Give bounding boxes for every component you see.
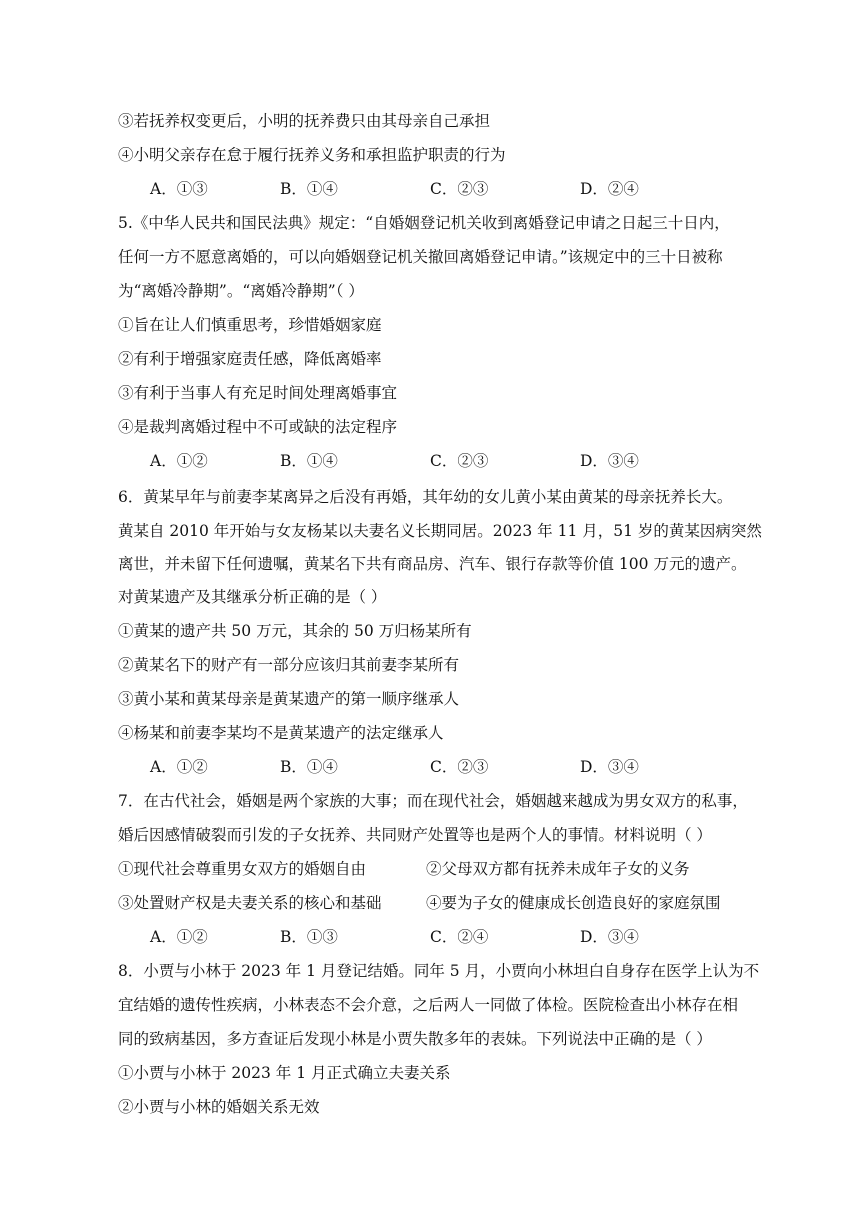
q7-option-c[interactable]: C．②④: [430, 928, 489, 946]
q6-stem-line-3: 离世，并未留下任何遗嘱，黄某名下共有商品房、汽车、银行存款等价值 100 万元的遗产。: [118, 555, 747, 573]
q5-option-d[interactable]: D．③④: [580, 452, 639, 470]
q7-choice-4: ④要为子女的健康成长创造良好的家庭氛围: [426, 894, 721, 912]
q5-choice-1: ①旨在让人们慎重思考，珍惜婚姻家庭: [118, 316, 382, 334]
q6-choice-2: ②黄某名下的财产有一部分应该归其前妻李某所有: [118, 656, 460, 674]
q6-choice-1: ①黄某的遗产共 50 万元，其余的 50 万归杨某所有: [118, 622, 472, 640]
q7-choice-2: ②父母双方都有抚养未成年子女的义务: [426, 860, 690, 878]
q8-choice-2: ②小贾与小林的婚姻关系无效: [118, 1098, 320, 1116]
q4-option-b[interactable]: B．①④: [280, 180, 338, 198]
q5-option-a[interactable]: A．①②: [150, 452, 208, 470]
q4-choice-3: ③若抚养权变更后，小明的抚养费只由其母亲自己承担: [118, 112, 491, 130]
q4-choice-4: ④小明父亲存在怠于履行抚养义务和承担监护职责的行为: [118, 146, 506, 164]
q5-option-b[interactable]: B．①④: [280, 452, 338, 470]
q5-option-c[interactable]: C．②③: [430, 452, 489, 470]
q7-choice-row-2: [118, 892, 758, 914]
q6-stem-line-4: 对黄某遗产及其继承分析正确的是（ ）: [118, 588, 387, 606]
q7-choice-3: ③处置财产权是夫妻关系的核心和基础: [118, 894, 382, 912]
q6-option-d[interactable]: D．③④: [580, 758, 639, 776]
q5-stem-line-1: 5.《中华人民共和国民法典》规定：“自婚姻登记机关收到离婚登记申请之日起三十日内，: [118, 214, 730, 232]
q8-stem-line-2: 宜结婚的遗传性疾病，小林表态不会介意，之后两人一同做了体检。医院检查出小林存在相: [118, 996, 739, 1014]
q7-option-d[interactable]: D．③④: [580, 928, 639, 946]
q6-choice-4: ④杨某和前妻李某均不是黄某遗产的法定继承人: [118, 724, 444, 742]
q6-options: [150, 756, 710, 778]
q7-choice-1: ①现代社会尊重男女双方的婚姻自由: [118, 860, 367, 878]
q4-option-c[interactable]: C．②③: [430, 180, 489, 198]
q6-option-b[interactable]: B．①④: [280, 758, 338, 776]
q6-stem-line-1: 6．黄某早年与前妻李某离异之后没有再婚，其年幼的女儿黄小某由黄某的母亲抚养长大。: [118, 488, 733, 506]
q7-option-a[interactable]: A．①②: [150, 928, 208, 946]
q5-choice-2: ②有利于增强家庭责任感，降低离婚率: [118, 350, 382, 368]
q4-option-d[interactable]: D．②④: [580, 180, 639, 198]
q7-choice-row-1: [118, 858, 758, 880]
q5-stem-line-3: 为“离婚冷静期”。“离婚冷静期”（ ）: [118, 282, 364, 300]
q7-stem-line-1: 7．在古代社会，婚姻是两个家族的大事；而在现代社会，婚姻越来越成为男女双方的私事，: [118, 792, 748, 810]
q5-stem-line-2: 任何一方不愿意离婚的，可以向婚姻登记机关撤回离婚登记申请。”该规定中的三十日被称: [118, 248, 723, 266]
q5-options: [150, 450, 710, 472]
q7-option-b[interactable]: B．①③: [280, 928, 338, 946]
q8-stem-line-1: 8．小贾与小林于 2023 年 1 月登记结婚。同年 5 月，小贾向小林坦白自身存在医学上认为不: [118, 962, 760, 980]
q7-stem-line-2: 婚后因感情破裂而引发的子女抚养、共同财产处置等也是两个人的事情。材料说明（ ）: [118, 826, 712, 844]
q7-options: [150, 926, 710, 948]
q5-choice-3: ③有利于当事人有充足时间处理离婚事宜: [118, 384, 398, 402]
q5-choice-4: ④是裁判离婚过程中不可或缺的法定程序: [118, 418, 398, 436]
q4-option-a[interactable]: A．①③: [150, 180, 208, 198]
q8-stem-line-3: 同的致病基因，多方查证后发现小林是小贾失散多年的表妹。下列说法中正确的是（ ）: [118, 1030, 712, 1048]
q6-choice-3: ③黄小某和黄某母亲是黄某遗产的第一顺序继承人: [118, 690, 460, 708]
q8-choice-1: ①小贾与小林于 2023 年 1 月正式确立夫妻关系: [118, 1064, 451, 1082]
q6-option-a[interactable]: A．①②: [150, 758, 208, 776]
q6-option-c[interactable]: C．②③: [430, 758, 489, 776]
q4-options: [150, 178, 710, 200]
q6-stem-line-2: 黄某自 2010 年开始与女友杨某以夫妻名义长期同居。2023 年 11 月，51 岁的黄某因病突然: [118, 522, 762, 540]
